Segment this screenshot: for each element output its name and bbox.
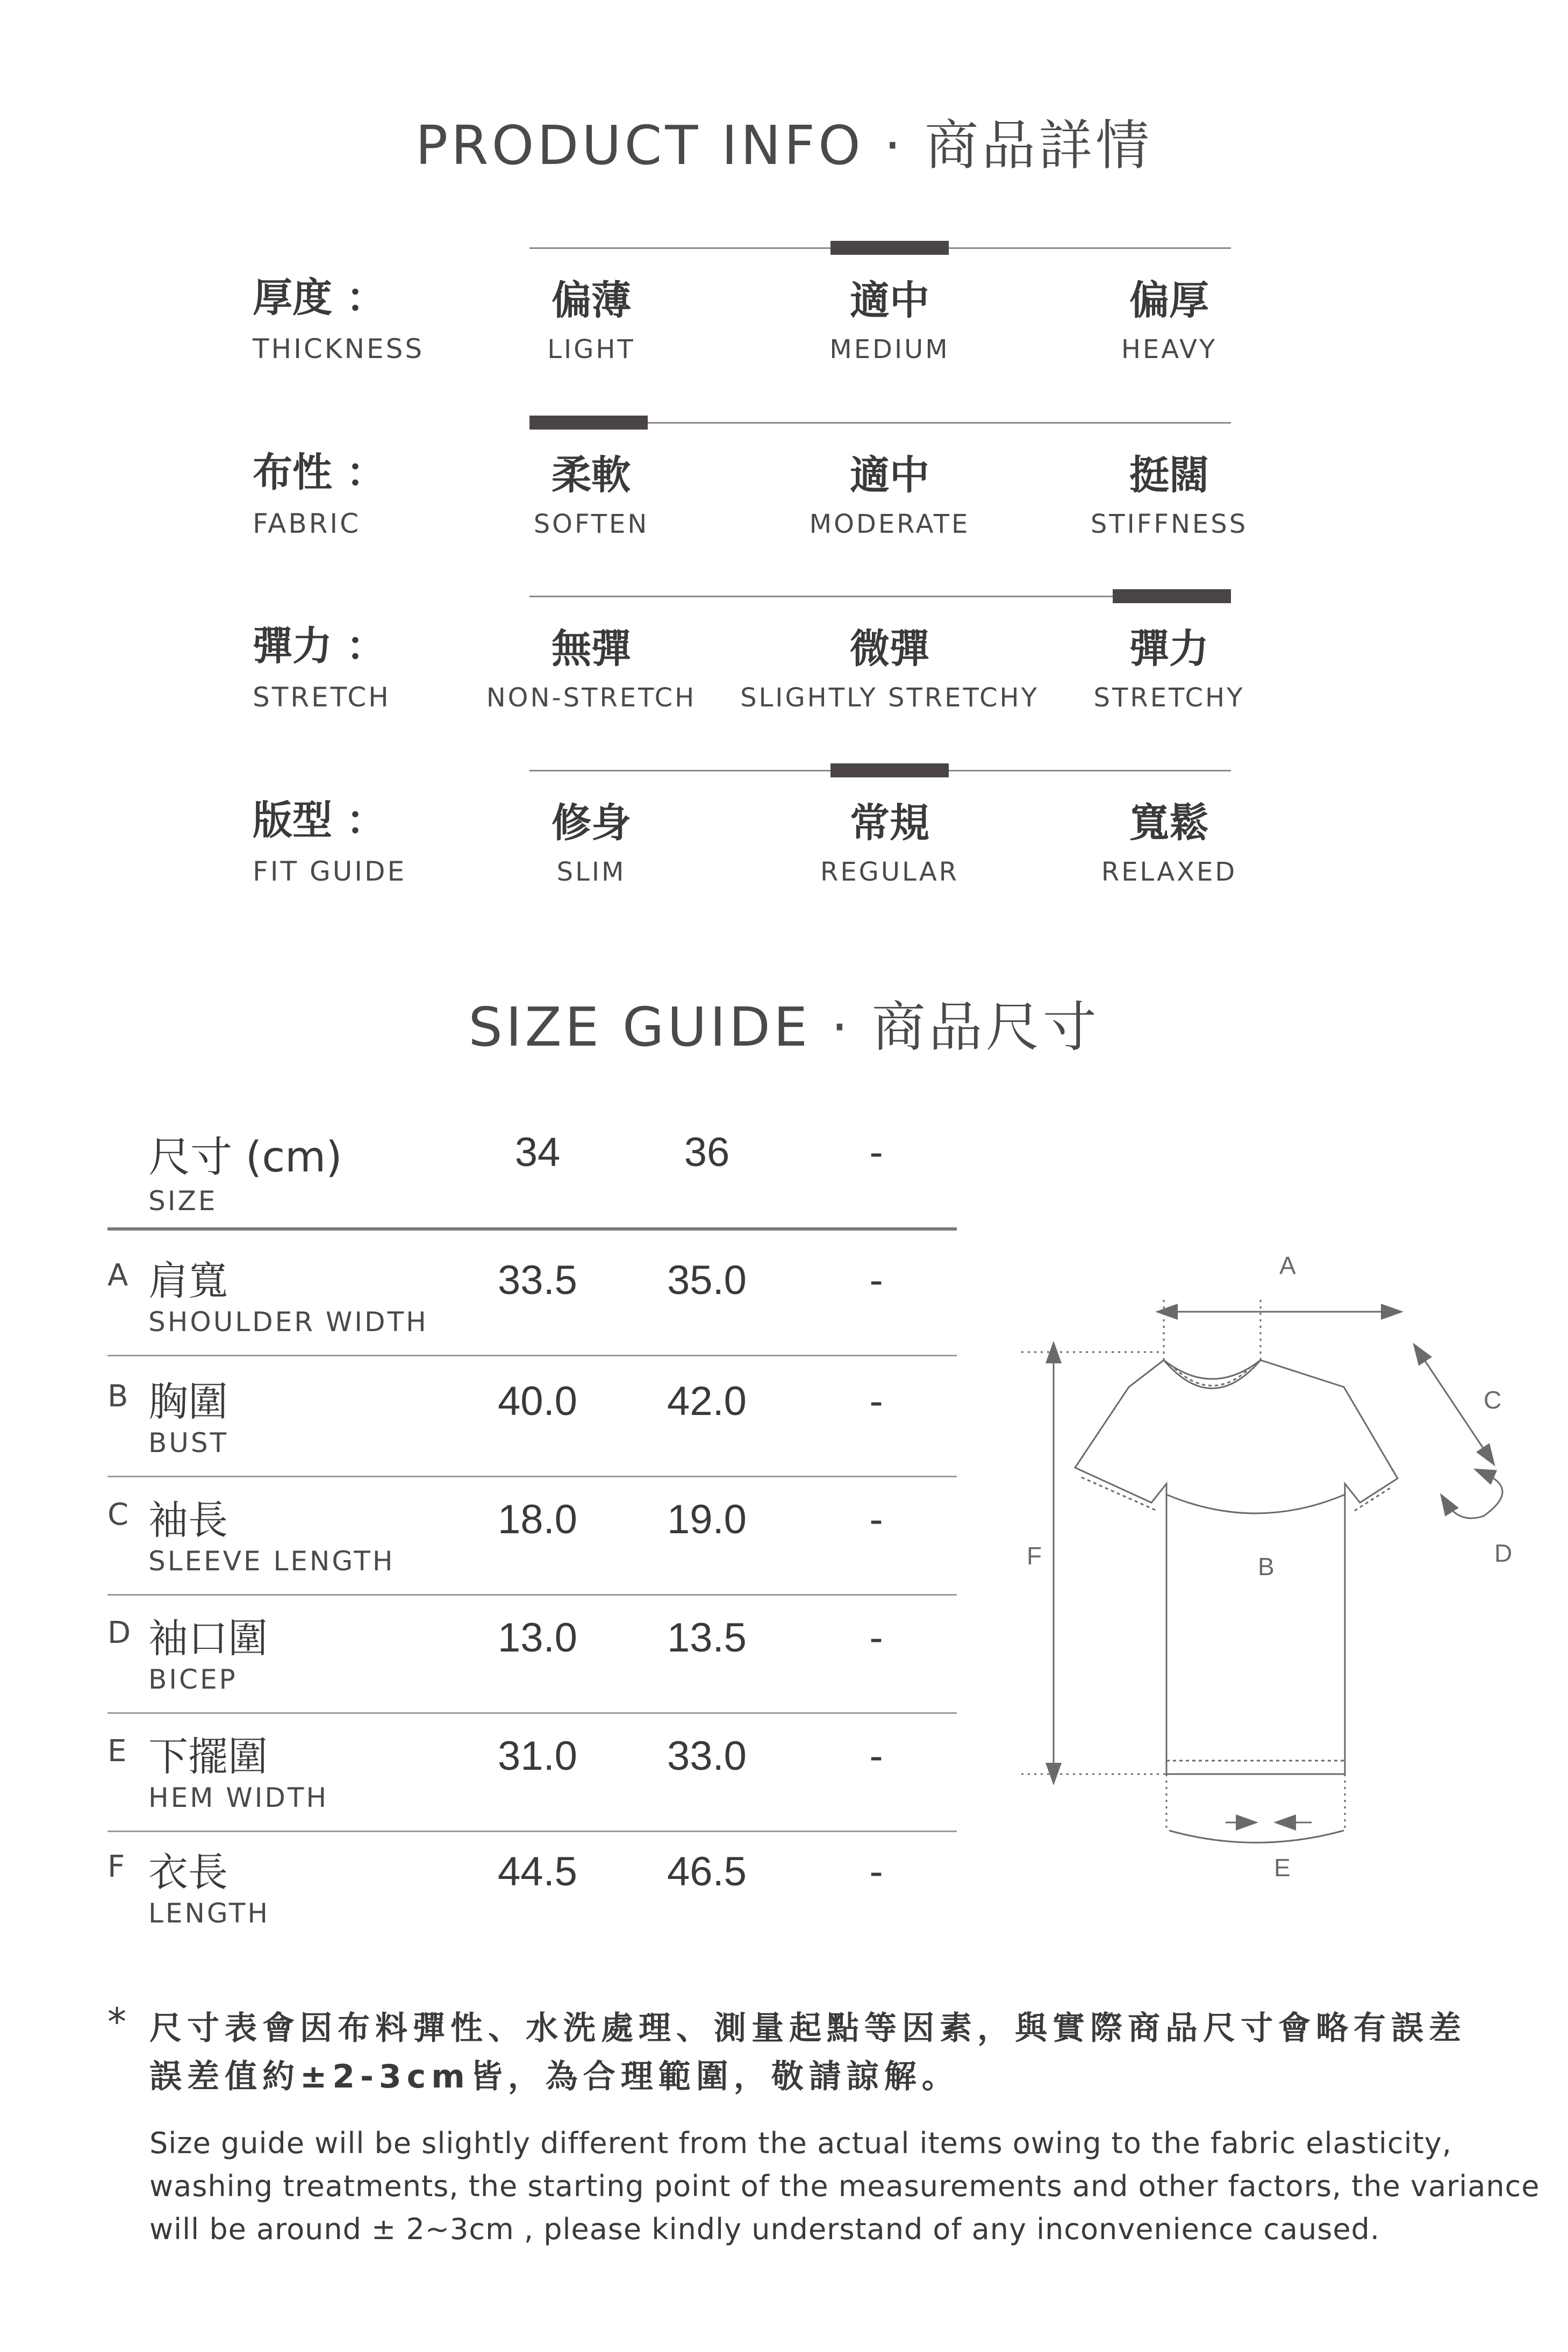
row-label-zh: 肩寬 (148, 1258, 228, 1304)
option-zh: 修身 (552, 800, 631, 846)
note-zh-line1: 尺寸表會因布料彈性、水洗處理、測量起點等因素，與實際商品尺寸會略有誤差 (149, 2010, 1466, 2047)
scale-selected-marker (830, 763, 949, 777)
size-value: - (869, 1378, 883, 1424)
row-label-en: BUST (148, 1427, 229, 1459)
row-label-zh: 胸圍 (148, 1379, 228, 1425)
diagram-label-c: C (1484, 1386, 1502, 1414)
size-value: 31.0 (498, 1733, 577, 1779)
option-zh: 偏薄 (552, 277, 631, 324)
size-34: 34 (514, 1129, 561, 1175)
scale-selected-marker (830, 241, 949, 255)
diagram-label-a: A (1279, 1252, 1296, 1279)
attribute-label-en: STRETCH (253, 682, 391, 713)
note-en-line1: Size guide will be slightly different from the actual items owing to the fabric elasticity, (149, 2126, 1452, 2160)
diagram-label-b: B (1258, 1553, 1275, 1581)
option-zh: 無彈 (552, 626, 631, 672)
attribute-label-zh: 彈力 ： (253, 623, 386, 669)
row-label-en: BICEP (148, 1664, 238, 1695)
size-value: 35.0 (667, 1257, 747, 1303)
size-value: 40.0 (498, 1378, 577, 1424)
size-value: 33.0 (667, 1733, 747, 1779)
option-en: MEDIUM (829, 334, 950, 364)
option-en: SLIM (556, 857, 626, 887)
row-label-zh: 下擺圍 (148, 1734, 268, 1780)
option-en: STIFFNESS (1090, 509, 1248, 539)
option-en: RELAXED (1101, 857, 1237, 887)
row-letter: B (108, 1379, 128, 1414)
table-header-divider (108, 1227, 957, 1231)
attribute-label-zh: 布性 ： (253, 449, 386, 496)
size-value: - (869, 1497, 883, 1542)
size-blank: - (869, 1129, 883, 1175)
option-zh: 微彈 (850, 626, 929, 672)
option-zh: 適中 (850, 277, 929, 324)
option-en: REGULAR (820, 857, 960, 887)
size-value: - (869, 1615, 883, 1661)
size-value: 42.0 (667, 1378, 747, 1424)
size-value: 13.0 (498, 1615, 577, 1661)
row-label-en: HEM WIDTH (148, 1782, 329, 1813)
row-label-zh: 衣長 (148, 1849, 228, 1896)
product-info-title: PRODUCT INFO · 商品詳情 (415, 114, 1153, 177)
option-en: HEAVY (1121, 334, 1218, 364)
option-zh: 柔軟 (552, 452, 631, 498)
row-label-zh: 袖口圍 (148, 1615, 268, 1662)
attribute-label-zh: 厚度 ： (253, 275, 386, 321)
option-en: NON-STRETCH (486, 683, 697, 713)
tshirt-diagram (1011, 1231, 1527, 1882)
size-header-en: SIZE (148, 1185, 218, 1217)
row-divider (108, 1712, 957, 1714)
option-zh: 彈力 (1129, 626, 1209, 672)
size-value: 13.5 (667, 1615, 747, 1661)
size-value: 33.5 (498, 1257, 577, 1303)
size-36: 36 (684, 1129, 730, 1175)
note-zh-line2: 誤差值約±2-3cm皆，為合理範圍，敬請諒解。 (149, 2058, 960, 2096)
size-value: - (869, 1257, 883, 1303)
option-zh: 適中 (850, 452, 929, 498)
row-divider (108, 1476, 957, 1477)
note-en-line3: will be around ± 2~3cm , please kindly understand of any inconvenience caused. (149, 2212, 1380, 2246)
row-letter: F (108, 1849, 125, 1884)
row-letter: E (108, 1734, 127, 1769)
option-en: SLIGHTLY STRETCHY (740, 683, 1039, 713)
attribute-label-en: FIT GUIDE (253, 856, 407, 887)
size-value: - (869, 1733, 883, 1779)
row-divider (108, 1594, 957, 1596)
tshirt-outline (1075, 1360, 1398, 1774)
row-divider (108, 1355, 957, 1356)
size-value: 44.5 (498, 1849, 577, 1895)
option-zh: 常規 (850, 800, 929, 846)
row-label-en: SLEEVE LENGTH (148, 1546, 395, 1577)
option-zh: 偏厚 (1129, 277, 1209, 324)
option-zh: 挺闊 (1129, 452, 1209, 498)
option-en: SOFTEN (533, 509, 649, 539)
size-value: - (869, 1849, 883, 1895)
size-value: 19.0 (667, 1497, 747, 1542)
attribute-label-en: THICKNESS (253, 333, 425, 364)
attribute-label-en: FABRIC (253, 508, 361, 539)
option-en: MODERATE (809, 509, 970, 539)
row-divider (108, 1831, 957, 1832)
row-letter: C (108, 1497, 129, 1532)
note-asterisk: * (108, 2000, 126, 2044)
row-letter: A (108, 1258, 128, 1293)
option-zh: 寬鬆 (1129, 800, 1209, 846)
row-label-en: LENGTH (148, 1898, 270, 1929)
scale-selected-marker (1113, 589, 1231, 603)
note-en-line2: washing treatments, the starting point of the measurements and other factors, the variance (149, 2169, 1540, 2203)
diagram-label-f: F (1027, 1542, 1042, 1570)
diagram-label-e: E (1274, 1854, 1291, 1882)
scale-selected-marker (529, 416, 648, 430)
row-letter: D (108, 1615, 131, 1650)
diagram-label-d: D (1494, 1539, 1513, 1567)
size-header-zh: 尺寸 (cm) (148, 1133, 342, 1182)
size-value: 18.0 (498, 1497, 577, 1542)
attribute-label-zh: 版型 ： (253, 797, 386, 843)
option-en: STRETCHY (1093, 683, 1245, 713)
row-label-zh: 袖長 (148, 1497, 228, 1543)
option-en: LIGHT (547, 334, 635, 364)
size-value: 46.5 (667, 1849, 747, 1895)
size-guide-title: SIZE GUIDE · 商品尺寸 (468, 996, 1100, 1059)
row-label-en: SHOULDER WIDTH (148, 1306, 428, 1338)
